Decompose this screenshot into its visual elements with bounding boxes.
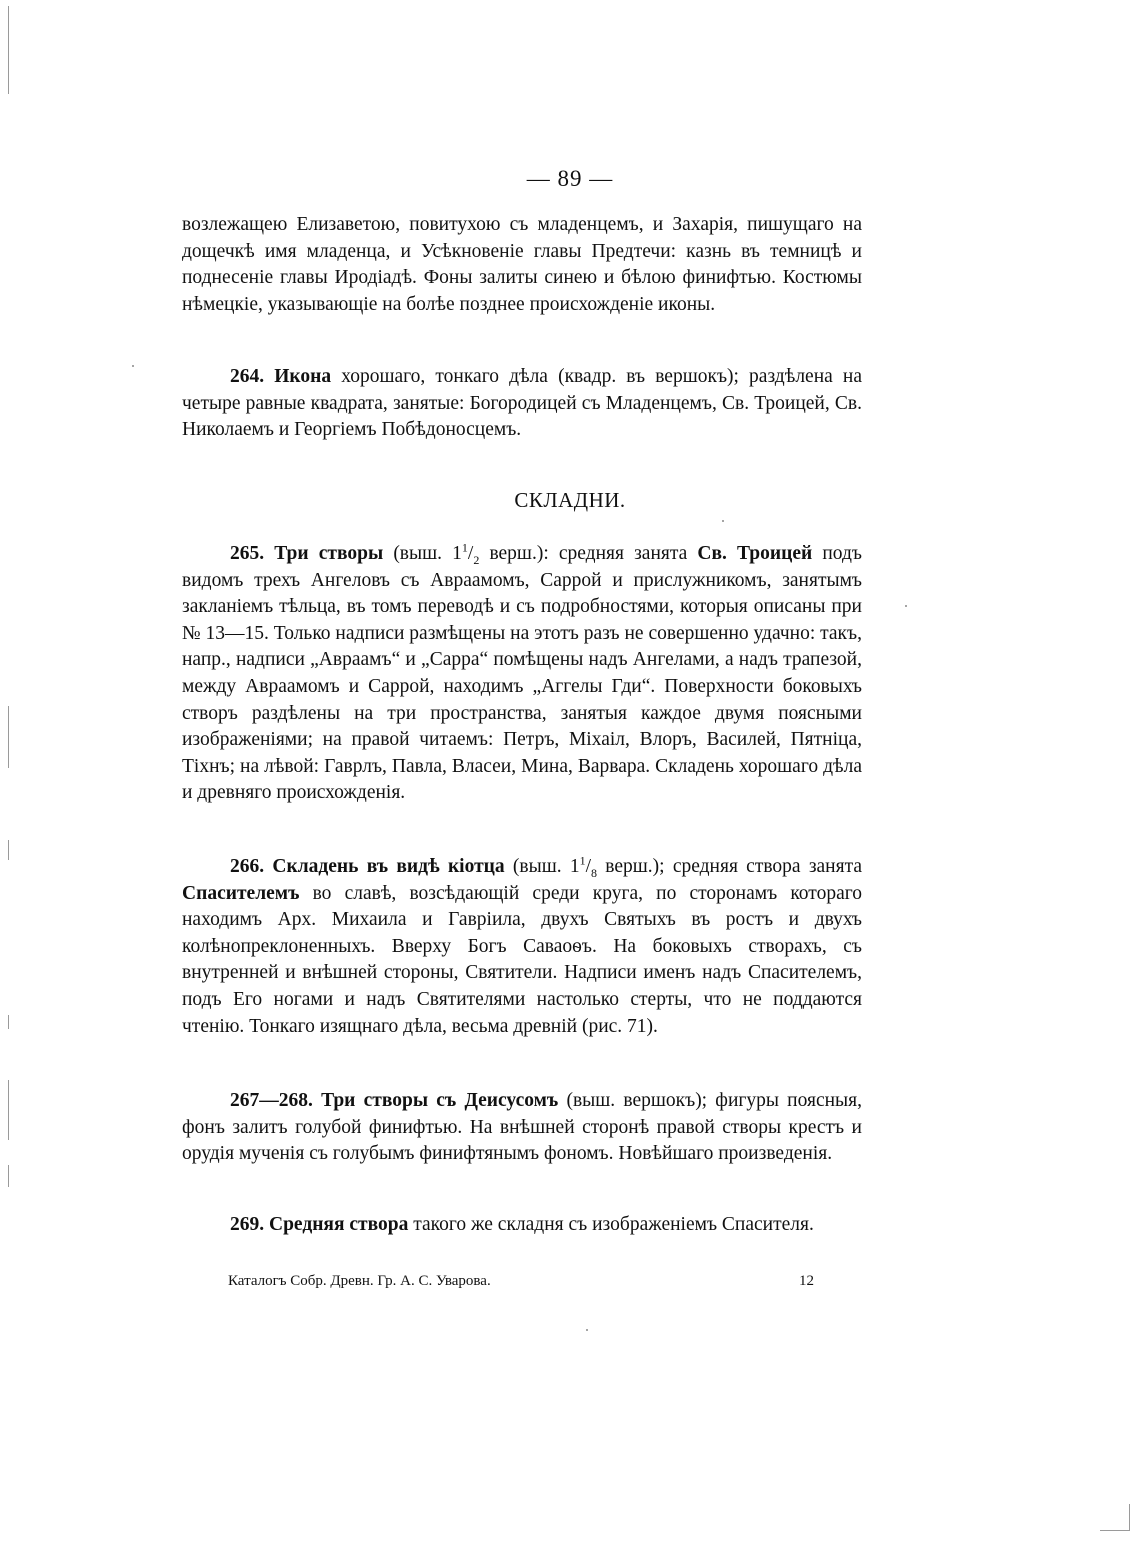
entry-265: 265. Три створы (выш. $1^1/_2$ верш.): средняя занята Св. Троицей подъ видомъ трехъ Ангеловъ съ Авраамомъ, Саррой и прислужникомъ, занятымъ закланіемъ тѣльца, въ томъ переводѣ и съ подробностями, которыя описаны при № 13—15. Только надписи размѣщены на этотъ разъ не совершенно удачно: такъ, напр., надписи „Авраамъ“ и „Сарра“ помѣщены надъ Ангелами, а надъ трапезой, между Авраамомъ и Саррой, находимъ „Аггелы Гди“. Поверхности боковыхъ створъ раздѣлены на три пространства, занятыя каждое двумя поясными изображеніями; на правой читаемъ: Петръ, Міхаіл, Влоръ, Василей, Пятніца, Тіхнъ; на лѣвой: Гаврлъ, Павла, Власеи, Мина, Варвара. Складень хорошаго дѣла и древняго происхожденія. <box>182 540 863 804</box>
entry-text: (выш. вершокъ); фигуры поясныя, фонъ залитъ голубой финифтью. На внѣшней сторонѣ правой створы крестъ и орудія мученія съ голубымъ финифтянымъ фономъ. Новѣйшаго произведенія. <box>182 1090 862 1165</box>
fraction-denominator: 8 <box>591 865 598 880</box>
footer-signature-number: 12 <box>799 1273 814 1289</box>
entry-subject: Спасителемъ <box>182 882 300 904</box>
scan-speck <box>586 1329 588 1331</box>
entry-title: Средняя створа <box>269 1214 409 1235</box>
entry-text: (выш. 1 <box>504 856 580 877</box>
continuation-paragraph <box>182 212 862 318</box>
entry-text: подъ видомъ трехъ Ангеловъ съ Авраамомъ, Саррой и прислужникомъ, занятымъ закланіемъ тѣльца, въ томъ переводѣ и съ подробностями, которыя описаны при № 13—15. Только надписи размѣщены на этотъ разъ не совершенно удачно: такъ, напр., надписи „Авраамъ“ и „Сарра“ помѣщены надъ Ангелами, а надъ трапезой, между Авраамомъ и Саррой, находимъ „Аггелы Гди“. Поверхности боковыхъ створъ раздѣлены на три пространства, занятыя каждое двумя поясными изображеніями; на правой читаемъ: Петръ, Міхаіл, Влоръ, Василей, Пятніца, Тіхнъ; на лѣвой: Гаврлъ, Павла, Власеи, Мина, Варвара. Складень хорошаго дѣла и древняго происхожденія. <box>182 543 863 804</box>
scan-speck <box>905 605 907 607</box>
page-number: — 89 — <box>526 166 614 191</box>
entry-text: верш.): средняя занята <box>479 543 698 564</box>
scan-corner-mark <box>1100 1530 1130 1531</box>
scan-edge-mark <box>8 706 9 768</box>
scan-edge-mark <box>8 840 9 860</box>
entry-number: 269. <box>230 1214 265 1235</box>
entry-number: 264. <box>230 366 265 387</box>
entry-text: (выш. 1 <box>383 543 462 564</box>
entry-267-268 <box>182 1088 862 1168</box>
scan-edge-mark <box>8 1015 9 1029</box>
entry-title: Три створы <box>274 543 384 564</box>
entry-title: Три створы съ Деисусомъ <box>321 1090 559 1111</box>
scan-edge-mark <box>8 1080 9 1140</box>
entry-text: такого же складня съ изображеніемъ Спасителя. <box>408 1214 814 1235</box>
entry-text: хорошаго, тонкаго дѣла (квадр. въ вершокъ); раздѣлена на четыре равные квадрата, занятые: Богородицей съ Младенцемъ, Св. Троицей, Св. Николаемъ и Георгіемъ Побѣдоносцемъ. <box>182 366 862 441</box>
entry-269 <box>182 1212 862 1239</box>
scan-edge-mark <box>8 1165 9 1187</box>
scan-corner-mark <box>1129 1504 1130 1531</box>
scan-speck <box>722 520 724 522</box>
entry-subject: Св. Троицей <box>697 543 813 564</box>
scan-edge-mark <box>8 6 9 94</box>
entry-number: 265. <box>230 543 265 564</box>
page-footer <box>228 1273 814 1290</box>
scan-speck <box>132 365 134 367</box>
entry-text: во славѣ, возсѣдающій среди круга, по сторонамъ котораго находимъ Арх. Михаила и Гавріила, двухъ Святыхъ въ ростъ и двухъ колѣнопреклоненныхъ. Вверху Богъ Саваоѳъ. На боковыхъ створахъ, съ внутренней и внѣшней стороны, Святители. Надписи именъ надъ Спасителемъ, подъ Его ногами и надъ Святителями настолько стерты, что не поддаются чтенію. Тонкаго изящнаго дѣла, весьма древній (рис. 71). <box>182 882 862 1037</box>
entry-number: 266. <box>230 856 265 877</box>
entry-266: 266. Складень въ видѣ кіотца (выш. $1^1/_8$ верш.); средняя створа занята Спасителемъ во славѣ, возсѣдающій среди круга, по сторонамъ котораго находимъ Арх. Михаила и Гавріила, двухъ Святыхъ въ ростъ и двухъ колѣнопреклоненныхъ. Вверху Богъ Саваоѳъ. На боковыхъ створахъ, съ внутренней и внѣшней стороны, Святители. Надписи именъ надъ Спасителемъ, подъ Его ногами и надъ Святителями настолько стерты, что не поддаются чтенію. Тонкаго изящнаго дѣла, весьма древній (рис. 71). <box>182 853 863 1037</box>
entry-number: 267—268. <box>230 1090 313 1111</box>
entry-title: Икона <box>274 366 332 387</box>
entry-264 <box>182 364 862 444</box>
footer-catalog-title: Каталогъ Собр. Древн. Гр. А. С. Уварова. <box>228 1273 491 1289</box>
fraction-numerator: 1 <box>579 853 586 868</box>
fraction-numerator: 1 <box>461 540 468 555</box>
section-heading: СКЛАДНИ. <box>514 488 626 512</box>
entry-title: Складень въ видѣ кіотца <box>272 856 505 877</box>
entry-text: верш.); средняя створа занята <box>597 856 863 877</box>
continuation-text: возлежащею Елизаветою, повитухою съ младенцемъ, и Захарія, пишущаго на дощечкѣ имя младенца, и Усѣкновеніе главы Предтечи: казнь въ темницѣ и поднесеніе главы Иродіадѣ. Фоны залиты синею и бѣлою финифтью. Костюмы нѣмецкіе, указывающіе на болѣе позднее происхожденіе иконы. <box>182 214 862 315</box>
fraction-denominator: 2 <box>473 552 480 567</box>
